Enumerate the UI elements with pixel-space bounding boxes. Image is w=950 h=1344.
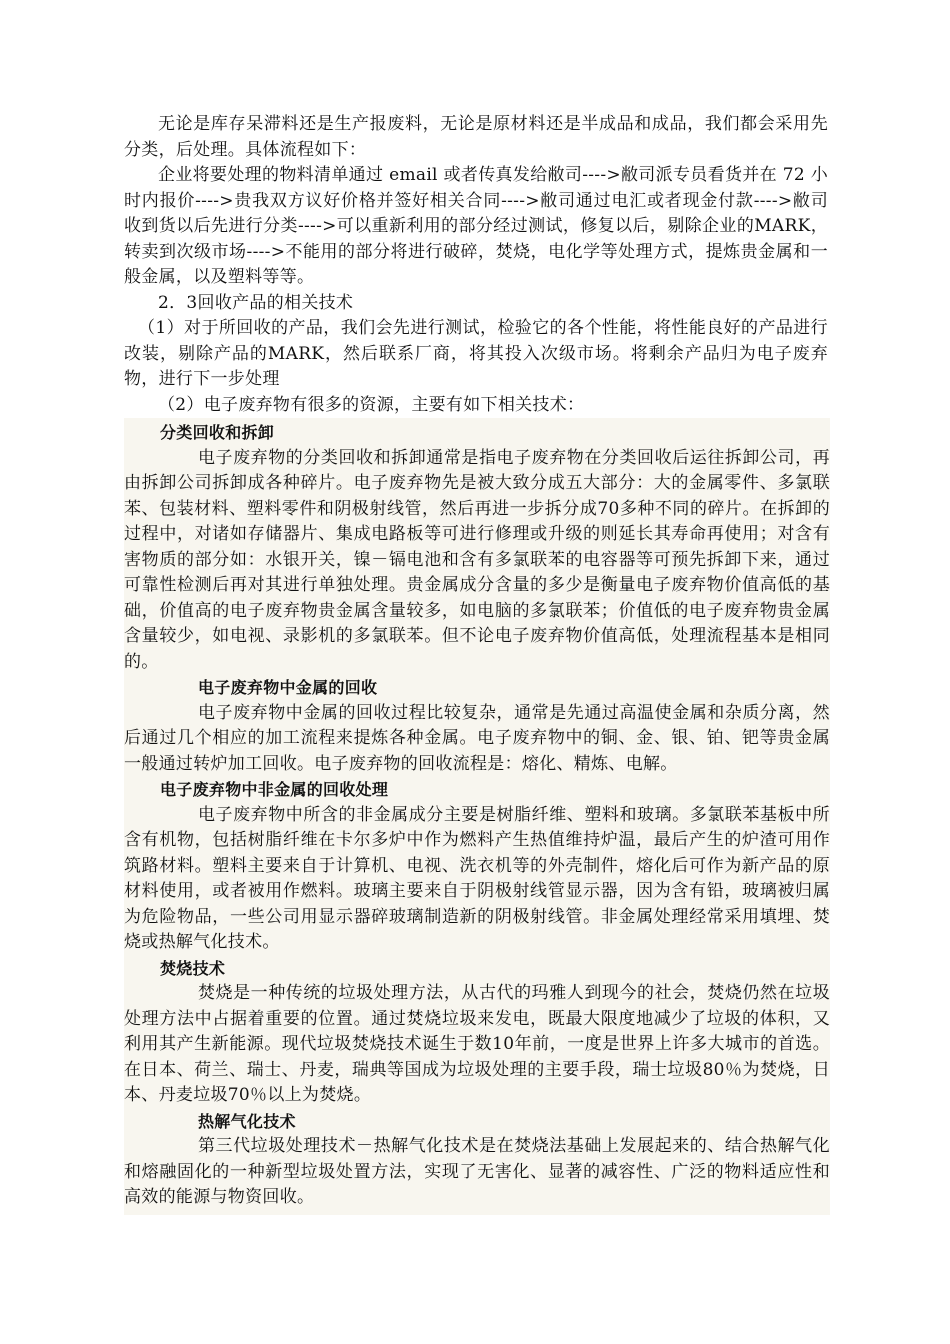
heading-sorting-dismantling: 分类回收和拆卸 [160, 423, 275, 442]
heading-incineration: 焚烧技术 [160, 958, 226, 978]
body-nonmetal-recovery: 电子废弃物中所含的非金属成分主要是树脂纤维、塑料和玻璃。多氯联苯基板中所含有机物，包括树脂纤维在卡尔多炉中作为燃料产生热值维持炉温，最后产生的炉渣可用作筑路材料。塑料主要来自于计算机、电视、洗衣机等的外壳制件，熔化后可作为新产品的原材料使用，或者被用作燃料。玻璃主要来自于阴极射线管显示器，因为含有铅，玻璃被归属为危险物品，一些公司用显示器碎玻璃制造新的阴极射线管。非金属处理经常采用填埋、焚烧或热解气化技术。 [124, 804, 830, 952]
document-page [124, 112, 828, 1215]
body-sorting-dismantling: 电子废弃物的分类回收和拆卸通常是指电子废弃物在分类回收后运往拆卸公司，再由拆卸公司拆卸成各种碎片。电子废弃物先是被大致分成五大部分：大的金属零件、多氯联苯、包装材料、塑料零件和阴极射线管，然后再进一步拆分成70多种不同的碎片。在拆卸的过程中，对诸如存储器片、集成电路板等可进行修理或升级的则延长其寿命再使用；对含有害物质的部分如：水银开关，镍－镉电池和含有多氯联苯的电容器等可预先拆卸下来，通过可靠性检测后再对其进行单独处理。贵金属成分含量的多少是衡量电子废弃物价值高低的基础，价值高的电子废弃物贵金属含量较多，如电脑的多氯联苯；价值低的电子废弃物贵金属含量较少，如电视、录影机的多氯联苯。但不论电子废弃物价值高低，处理流程基本是相同的。 [124, 447, 830, 672]
heading-nonmetal-recovery: 电子废弃物中非金属的回收处理 [160, 780, 389, 799]
body-incineration: 焚烧是一种传统的垃圾处理方法，从古代的玛雅人到现今的社会，焚烧仍然在垃圾处理方法中占据着重要的位置。通过焚烧垃圾来发电，既最大限度地减少了垃圾的体积，又利用其产生新能源。现代垃圾焚烧技术诞生于数10年前，一度是世界上许多大城市的首选。在日本、荷兰、瑞士、丹麦，瑞典等国成为垃圾处理的主要手段，瑞士垃圾80％为焚烧，日本、丹麦垃圾70％以上为焚烧。 [124, 983, 830, 1105]
heading-pyrolysis: 热解气化技术 [198, 1111, 296, 1131]
intro-paragraph-1: 无论是库存呆滞料还是生产报废料，无论是原材料还是半成品和成品，我们都会采用先分类，后处理。具体流程如下： [124, 114, 828, 160]
section-title: 2．3回收产品的相关技术 [158, 292, 354, 313]
point-2-paragraph: （2）电子废弃物有很多的资源，主要有如下相关技术： [158, 394, 585, 415]
technologies-block [124, 418, 830, 1215]
heading-metal-recovery: 电子废弃物中金属的回收 [198, 678, 378, 697]
process-flow-paragraph: 企业将要处理的物料清单通过 email 或者传真发给敝司---->敝司派专员看货并在 72 小时内报价---->贵我双方议好价格并签好相关合同---->敝司通过电汇或者现金付款---->敝司收到货以后先进行分类---->可以重新利用的部分经过测试，修复以后，剔除企业的MARK，转卖到次级市场---->不能用的部分将进行破碎，焚烧，电化学等处理方式，提炼贵金属和一般金属，以及塑料等等。 [124, 165, 828, 287]
point-1-paragraph: （1）对于所回收的产品，我们会先进行测试，检验它的各个性能，将性能良好的产品进行改装，剔除产品的MARK，然后联系厂商，将其投入次级市场。将剩余产品归为电子废弃物，进行下一步处理 [124, 318, 828, 389]
body-pyrolysis: 第三代垃圾处理技术－热解气化技术是在焚烧法基础上发展起来的、结合热解气化和熔融固化的一种新型垃圾处置方法，实现了无害化、显著的减容性、广泛的物料适应性和高效的能源与物资回收。 [124, 1136, 830, 1207]
body-metal-recovery: 电子废弃物中金属的回收过程比较复杂，通常是先通过高温使金属和杂质分离，然后通过几个相应的加工流程来提炼各种金属。电子废弃物中的铜、金、银、铂、钯等贵金属一般通过转炉加工回收。电子废弃物的回收流程是：熔化、精炼、电解。 [124, 702, 830, 774]
